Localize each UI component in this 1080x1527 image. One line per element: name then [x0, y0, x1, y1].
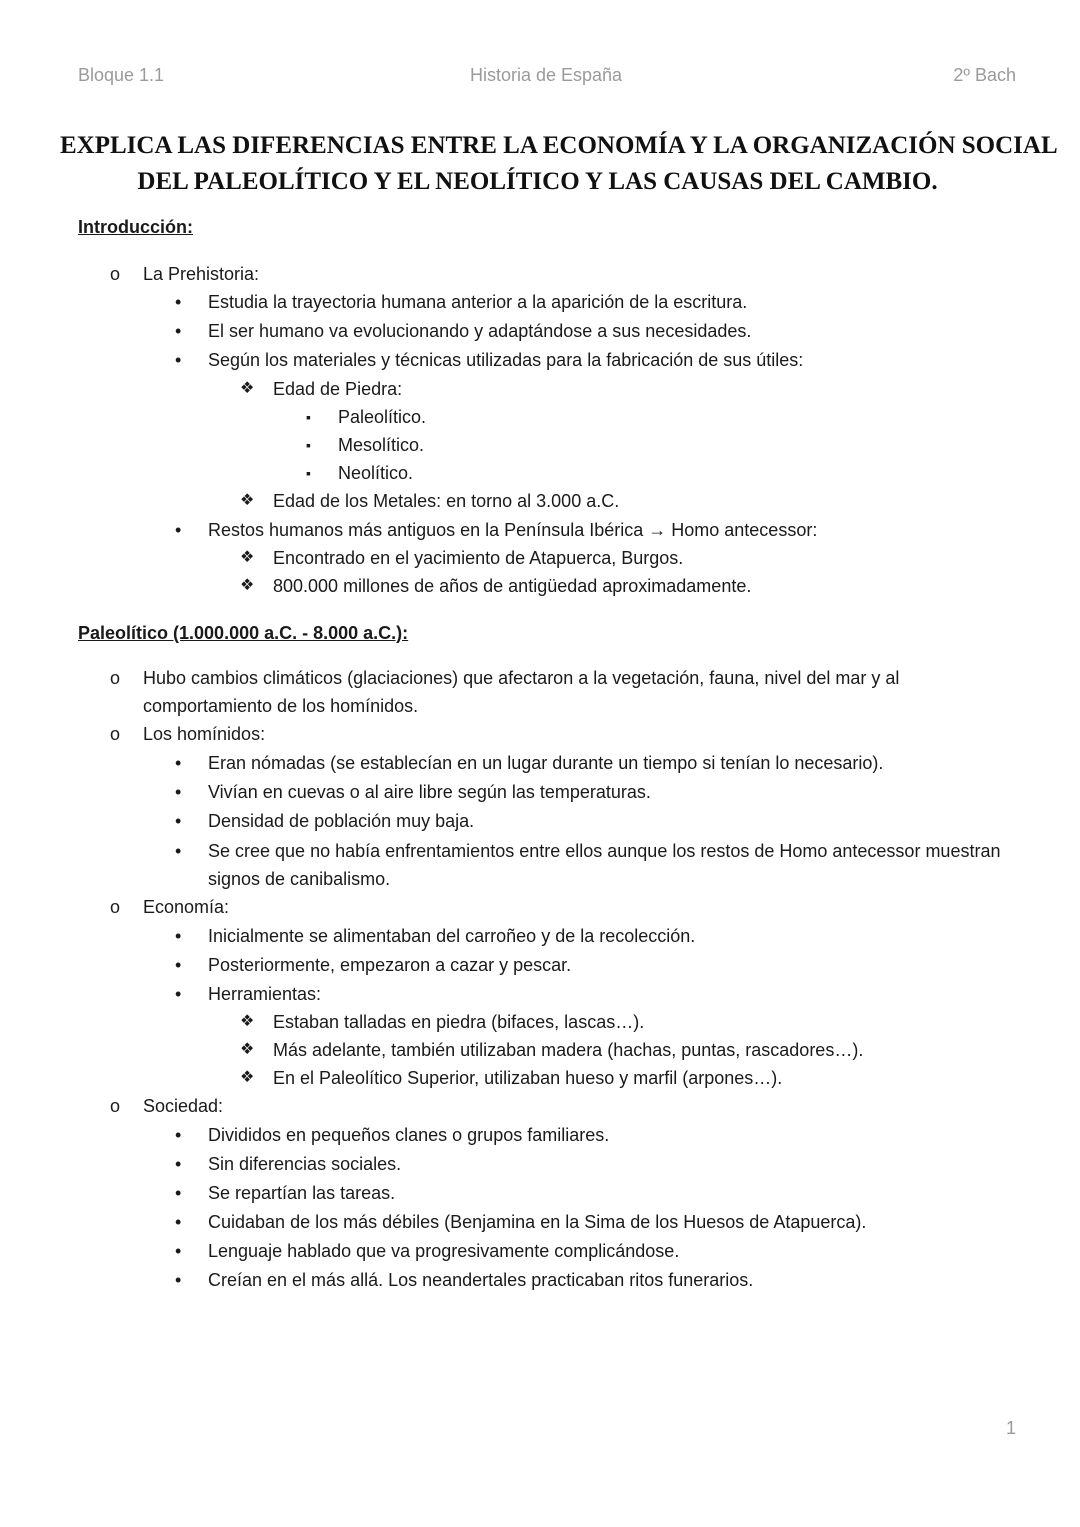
bullet-marker: • [175, 841, 182, 861]
list-item: Sin diferencias sociales. [208, 1154, 402, 1174]
diamond-marker: ❖ [240, 492, 255, 509]
list-item: Densidad de población muy baja. [208, 811, 475, 831]
bullet-marker: • [175, 955, 182, 975]
bullet-marker: • [175, 926, 182, 946]
circle-marker: o [110, 724, 121, 744]
bullet-marker: • [175, 753, 182, 773]
list-item: Neolítico. [338, 463, 414, 483]
bullet-marker: • [175, 1241, 182, 1261]
circle-marker: o [110, 1096, 121, 1116]
paleolitico-heading: Paleolítico (1.000.000 a.C. - 8.000 a.C.): [78, 623, 409, 643]
bullet-marker: • [175, 1270, 182, 1290]
list-item: En el Paleolítico Superior, utilizaban hueso y marfil (arpones…). [273, 1068, 783, 1088]
list-item: Vivían en cuevas o al aire libre según las temperaturas. [208, 782, 651, 802]
list-item: Los homínidos: [143, 724, 266, 744]
list-item: Cuidaban de los más débiles (Benjamina en la Sima de los Huesos de Atapuerca). [208, 1212, 867, 1232]
title-line-1: EXPLICA LAS DIFERENCIAS ENTRE LA ECONOMÍA Y LA ORGANIZACIÓN SOCIAL [60, 132, 1058, 159]
list-item: Hubo cambios climáticos (glaciaciones) que afectaron a la vegetación, fauna, nivel del mar y al [143, 668, 900, 688]
list-item: Creían en el más allá. Los neandertales practicaban ritos funerarios. [208, 1270, 754, 1290]
diamond-marker: ❖ [240, 1041, 255, 1058]
list-item: Restos humanos más antiguos en la Península Ibérica → Homo antecessor: [208, 520, 818, 540]
square-marker: ▪ [306, 409, 311, 425]
list-item-continuation: signos de canibalismo. [208, 869, 391, 889]
list-item: Lenguaje hablado que va progresivamente complicándose. [208, 1241, 680, 1261]
square-marker: ▪ [306, 465, 311, 481]
list-item: El ser humano va evolucionando y adaptándose a sus necesidades. [208, 321, 752, 341]
bullet-marker: • [175, 1154, 182, 1174]
bullet-marker: • [175, 292, 182, 312]
bullet-marker: • [175, 811, 182, 831]
list-item: Se repartían las tareas. [208, 1183, 396, 1203]
bullet-marker: • [175, 1212, 182, 1232]
page-number: 1 [1005, 1418, 1016, 1438]
circle-marker: o [110, 264, 121, 284]
bullet-marker: • [175, 321, 182, 341]
list-item: 800.000 millones de años de antigüedad aproximadamente. [273, 576, 752, 596]
bullet-marker: • [175, 1125, 182, 1145]
list-item: Edad de los Metales: en torno al 3.000 a.C. [273, 491, 620, 511]
list-item: Posteriormente, empezaron a cazar y pescar. [208, 955, 572, 975]
circle-marker: o [110, 897, 121, 917]
header-center: Historia de España [469, 65, 623, 85]
bullet-marker: • [175, 782, 182, 802]
list-item: Eran nómadas (se establecían en un lugar durante un tiempo si tenían lo necesario). [208, 753, 884, 773]
diamond-marker: ❖ [240, 380, 255, 397]
list-item: Divididos en pequeños clanes o grupos familiares. [208, 1125, 610, 1145]
list-item: Sociedad: [143, 1096, 224, 1116]
list-item: Más adelante, también utilizaban madera (hachas, puntas, rascadores…). [273, 1040, 864, 1060]
list-item: Estaban talladas en piedra (bifaces, lascas…). [273, 1012, 645, 1032]
square-marker: ▪ [306, 437, 311, 453]
header-right: 2º Bach [953, 65, 1016, 85]
list-item: Herramientas: [208, 984, 322, 1004]
bullet-marker: • [175, 1183, 182, 1203]
list-item: Inicialmente se alimentaban del carroñeo y de la recolección. [208, 926, 696, 946]
bullet-marker: • [175, 520, 182, 540]
list-item: Según los materiales y técnicas utilizadas para la fabricación de sus útiles: [208, 350, 804, 370]
bullet-marker: • [175, 350, 182, 370]
circle-marker: o [110, 668, 121, 688]
intro-heading: Introducción: [78, 217, 193, 237]
bullet-marker: • [175, 984, 182, 1004]
diamond-marker: ❖ [240, 1069, 255, 1086]
diamond-marker: ❖ [240, 1013, 255, 1030]
list-item: Edad de Piedra: [273, 379, 403, 399]
prehistoria-item: La Prehistoria: [143, 264, 260, 284]
list-item: Mesolítico. [338, 435, 425, 455]
list-item: Estudia la trayectoria humana anterior a la aparición de la escritura. [208, 292, 748, 312]
list-item: Paleolítico. [338, 407, 427, 427]
diamond-marker: ❖ [240, 577, 255, 594]
header-left: Bloque 1.1 [78, 65, 165, 85]
list-item: Encontrado en el yacimiento de Atapuerca, Burgos. [273, 548, 684, 568]
title-line-2: DEL PALEOLÍTICO Y EL NEOLÍTICO Y LAS CAUSAS DEL CAMBIO. [137, 168, 938, 195]
list-item: Economía: [143, 897, 230, 917]
diamond-marker: ❖ [240, 549, 255, 566]
page-title [60, 128, 1058, 200]
list-item: Se cree que no había enfrentamientos entre ellos aunque los restos de Homo antecessor muestran [208, 841, 1001, 861]
list-item-continuation: comportamiento de los homínidos. [143, 696, 419, 716]
